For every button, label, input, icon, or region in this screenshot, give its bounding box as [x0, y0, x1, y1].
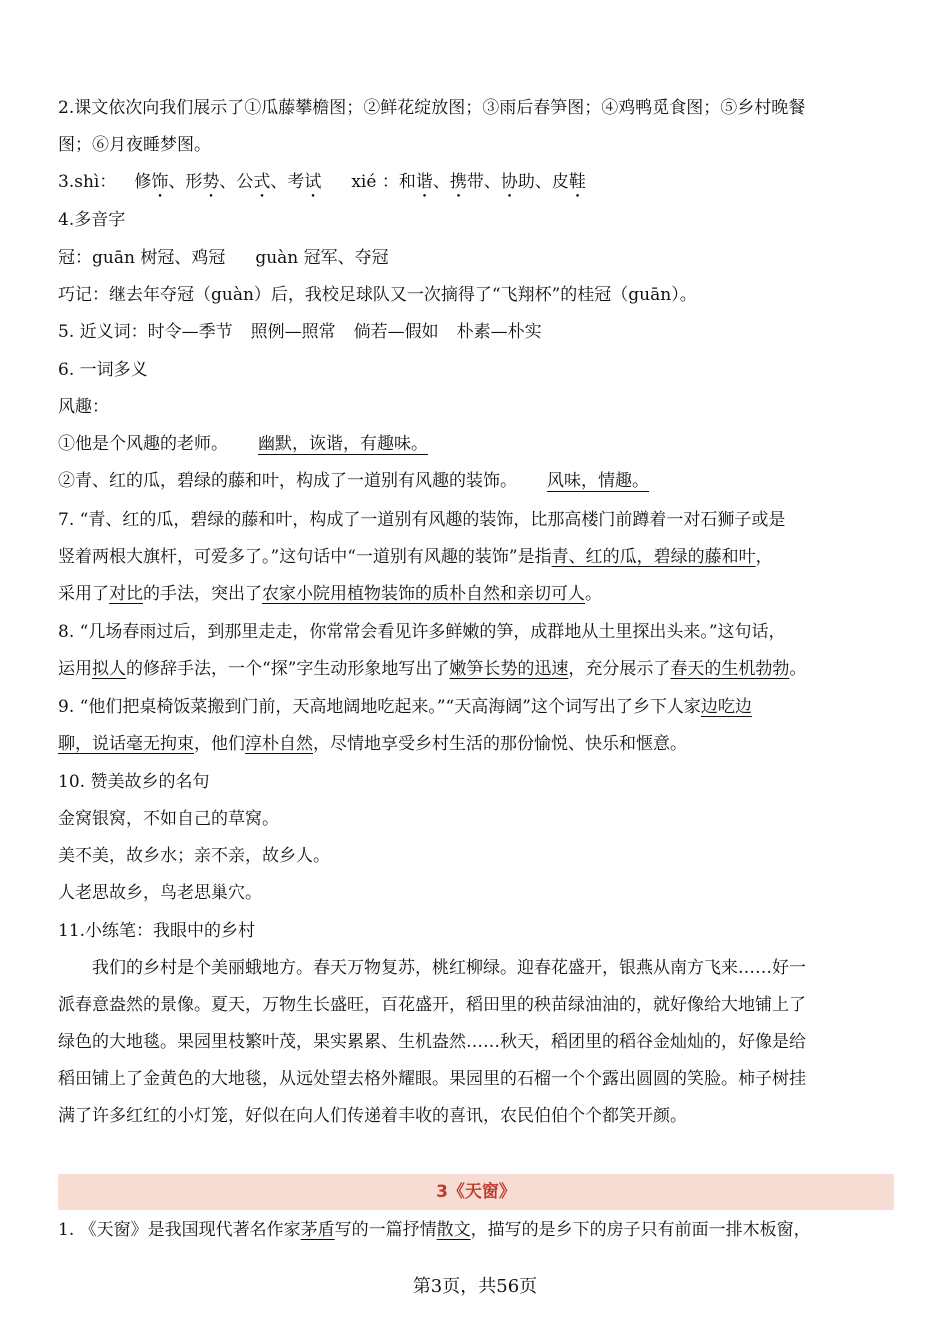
item7-line2: 竖着两根大旗杆，可爱多了。”这句话中“一道别有风趣的装饰”是指青、红的瓜，碧绿的藤和叶， [58, 547, 773, 567]
item6-title: 6. 一词多义 [58, 360, 148, 380]
item4-line1: 冠：guān 树冠、鸡冠 guàn 冠军、夺冠 [58, 248, 389, 268]
item6-word: 风趣： [58, 397, 109, 417]
item11-title: 11.小练笔：我眼中的乡村 [58, 921, 256, 941]
item7-line3: 采用了对比的手法，突出了农家小院用植物装饰的质朴自然和亲切可人。 [58, 584, 602, 604]
item5-synonyms: 5. 近义词：时令—季节 照例—照常 倘若—假如 朴素—朴实 [58, 322, 542, 342]
page-number: 第3页，共56页 [412, 1276, 538, 1297]
item9-line2: 聊，说话毫无拘束，他们淳朴自然，尽情地享受乡村生活的那份愉悦、快乐和惬意。 [58, 734, 687, 754]
item4-title: 4.多音字 [58, 210, 126, 230]
item2-line2: 图；⑥月夜睡梦图。 [58, 135, 211, 155]
item3-line: 3.shì： 修饰、形势、公式、考试 xié ：和谐、携带、协助、皮鞋 [58, 172, 586, 192]
item8-line2: 运用拟人的修辞手法，一个“探”字生动形象地写出了嫩笋长势的迅速，充分展示了春天的生机勃勃。 [58, 659, 807, 679]
item10-quote1: 金窝银窝，不如自己的草窝。 [58, 809, 279, 829]
item8-line1: 8. “几场春雨过后，到那里走走，你常常会看见许多鲜嫩的笋，成群地从土里探出头来。”这句话， [58, 622, 786, 642]
item11-para-line: 绿色的大地毯。果园里枝繁叶茂，果实累累、生机盎然……秋天，稻团里的稻谷金灿灿的，好像是给 [58, 1032, 806, 1052]
item4-mnemonic: 巧记：继去年夺冠（guàn）后，我校足球队又一次摘得了“飞翔杯”的桂冠（guān）。 [58, 285, 697, 305]
item11-para-line: 满了许多红红的小灯笼，好似在向人们传递着丰收的喜讯，农民伯伯个个都笑开颜。 [58, 1106, 687, 1126]
section-heading-banner: 3《天窗》 [58, 1174, 894, 1210]
item7-line1: 7. “青、红的瓜，碧绿的藤和叶，构成了一道别有风趣的装饰，比那高楼门前蹲着一对石狮子或是 [58, 510, 786, 530]
item6-sentence1: ①他是个风趣的老师。 幽默，诙谐，有趣味。 [58, 434, 428, 454]
item6-answer1: 幽默，诙谐，有趣味。 [258, 434, 428, 454]
item2-line1: 2.课文依次向我们展示了①瓜藤攀檐图；②鲜花绽放图；③雨后春笋图；④鸡鸭觅食图；⑤乡村晚餐 [58, 98, 806, 118]
item10-quote2: 美不美，故乡水；亲不亲，故乡人。 [58, 846, 330, 866]
item3-shi-label: 3.shì： [58, 172, 117, 192]
item10-title: 10. 赞美故乡的名句 [58, 772, 210, 792]
item6-sentence2: ②青、红的瓜，碧绿的藤和叶，构成了一道别有风趣的装饰。 风味，情趣。 [58, 471, 649, 491]
item11-para-line: 稻田铺上了金黄色的大地毯，从远处望去格外耀眼。果园里的石榴一个个露出圆圆的笑脸。柿子树挂 [58, 1069, 806, 1089]
item6-answer2: 风味，情趣。 [547, 471, 649, 491]
next-section-line1: 1. 《天窗》是我国现代著名作家茅盾写的一篇抒情散文，描写的是乡下的房子只有前面一排木板窗， [58, 1220, 811, 1240]
item11-para-line: 我们的乡村是个美丽蛾地方。春天万物复苏，桃红柳绿。迎春花盛开，银燕从南方飞来……好一 [58, 958, 806, 978]
item3-xie-label: xié ： [351, 172, 399, 192]
item10-quote3: 人老思故乡，鸟老思巢穴。 [58, 883, 262, 903]
item9-line1: 9. “他们把桌椅饭菜搬到门前，天高地阔地吃起来。”“天高海阔”这个词写出了乡下人家边吃边 [58, 697, 752, 717]
item11-para-line: 派春意盎然的景像。夏天，万物生长盛旺，百花盛开，稻田里的秧苗绿油油的，就好像给大地铺上了 [58, 995, 806, 1015]
